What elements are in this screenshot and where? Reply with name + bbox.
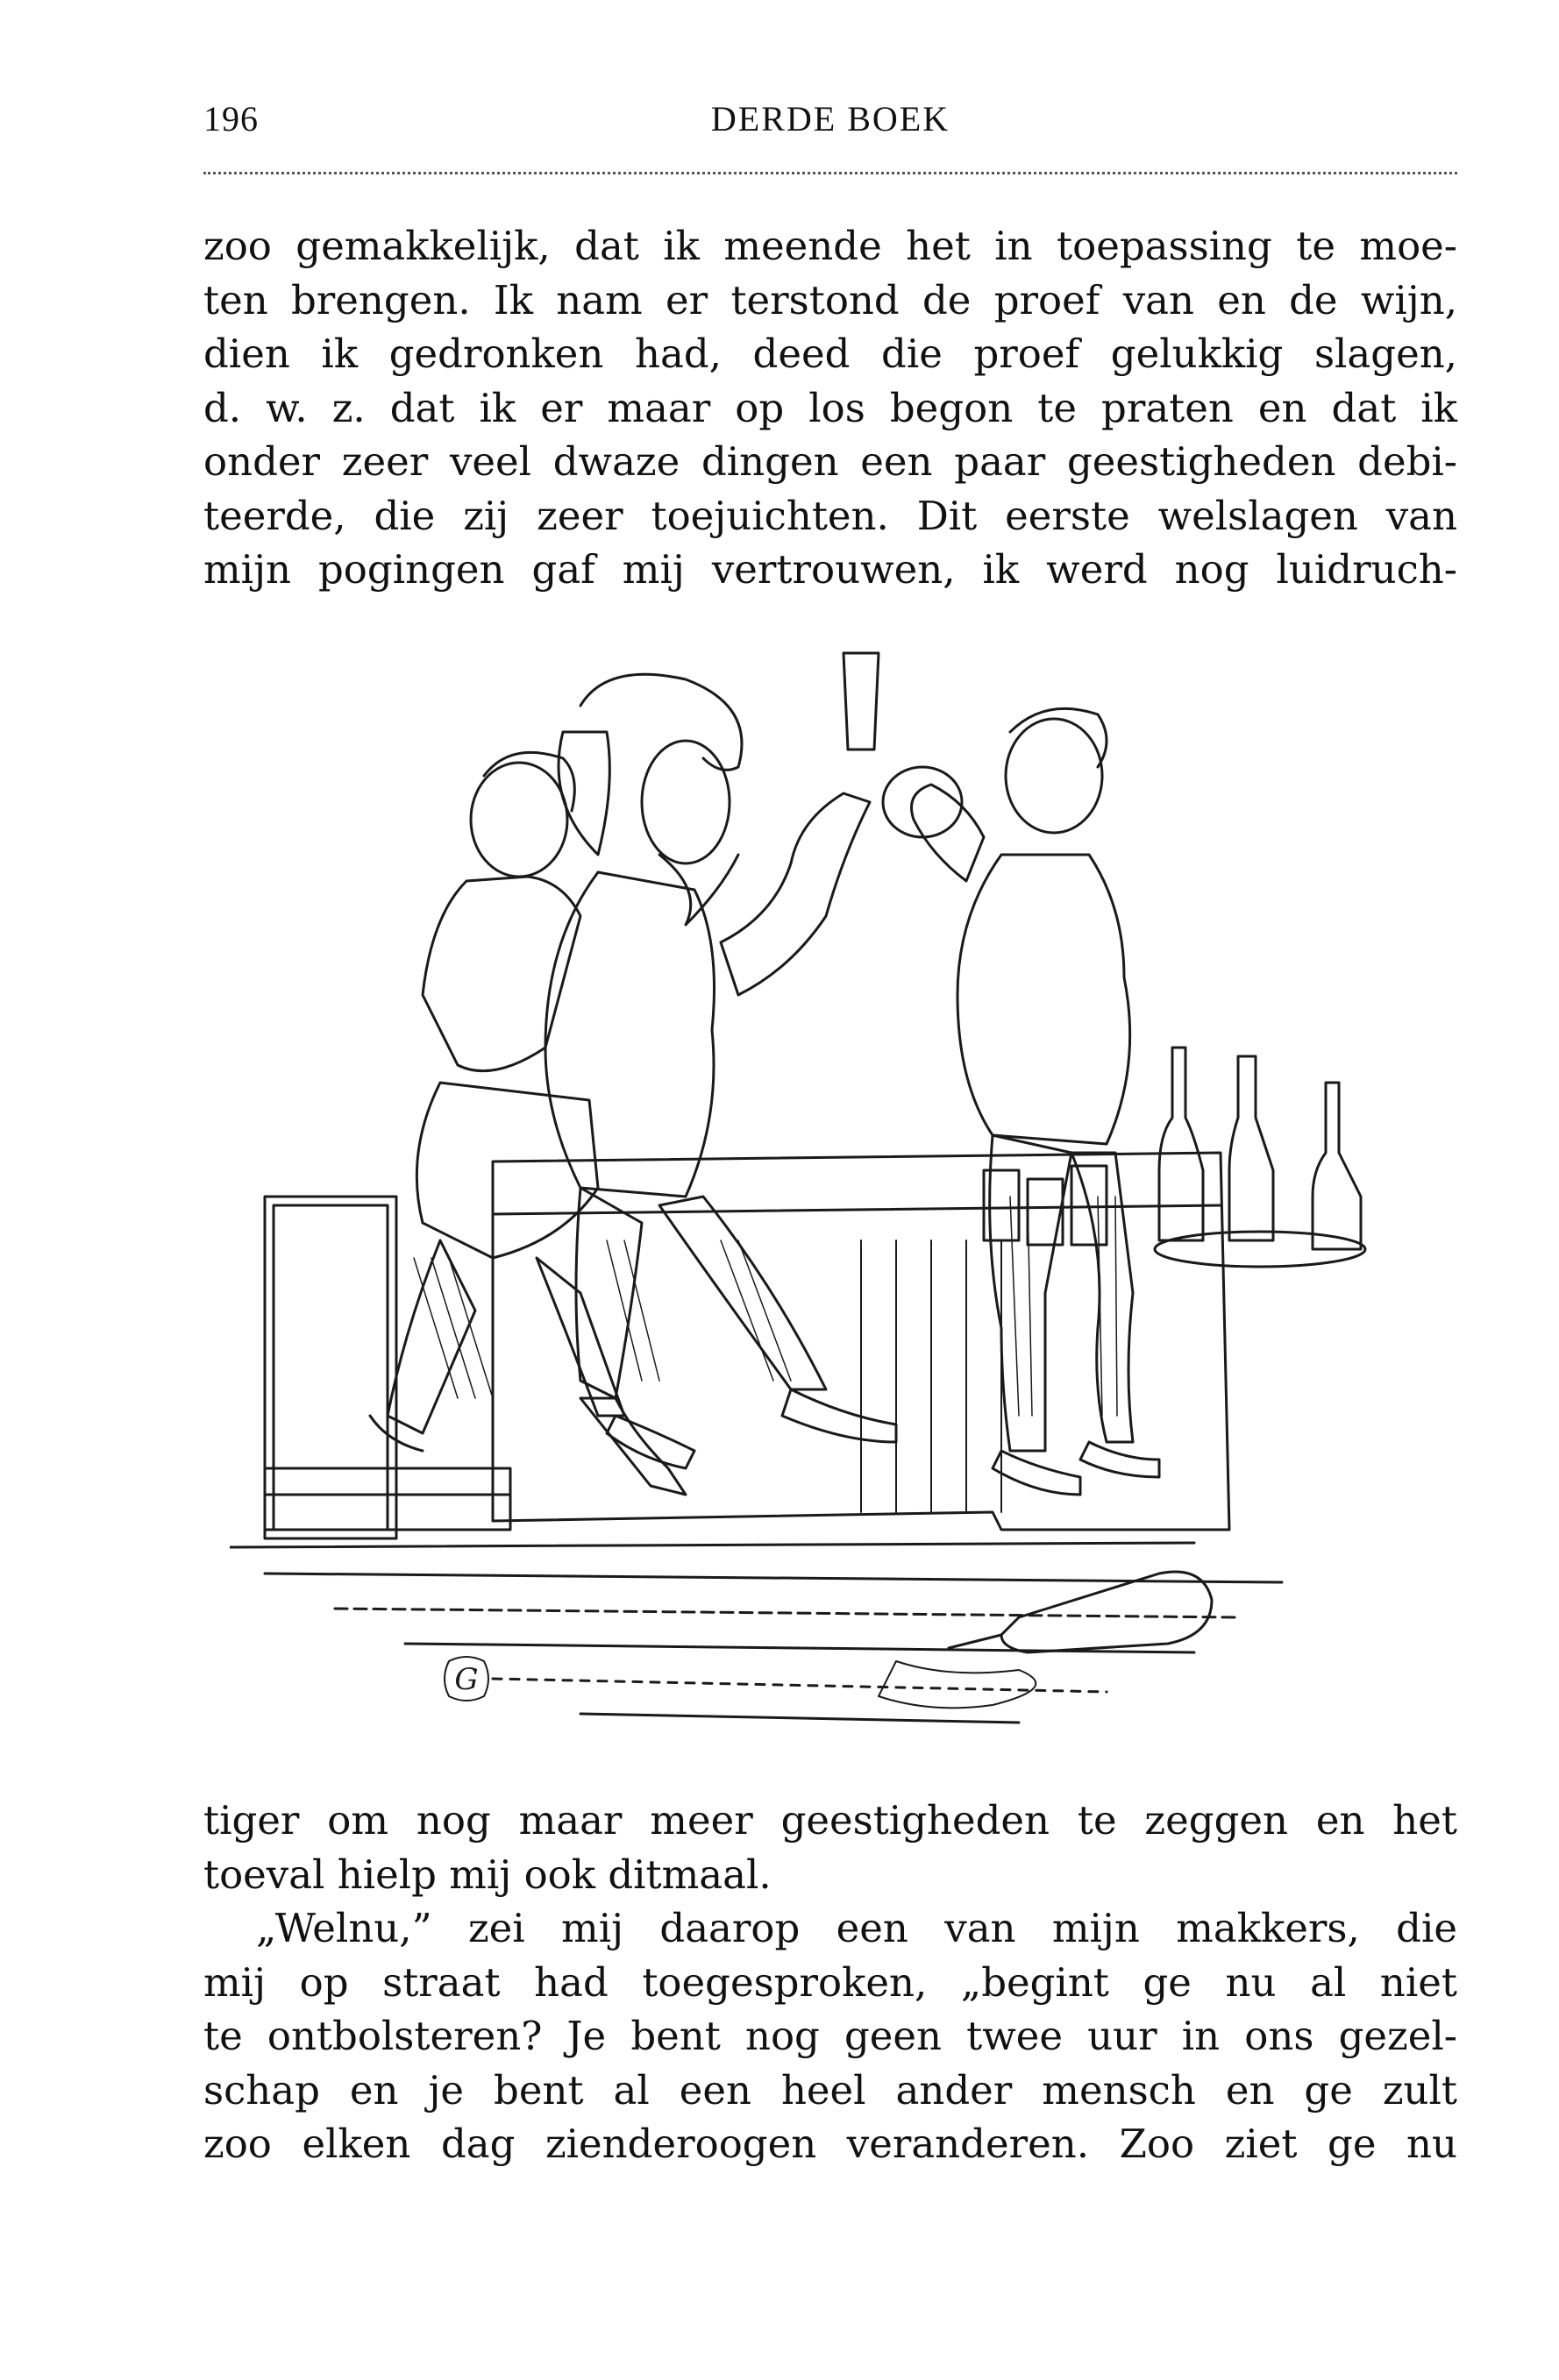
artist-monogram: G	[454, 1662, 479, 1697]
paragraph-top	[203, 219, 1457, 597]
header-divider	[203, 172, 1457, 174]
text-line: mij op straat had toegesproken, „begint ge nu al niet	[203, 1958, 1457, 2006]
text-line: schap en je bent al een heel ander mensch en ge zult	[203, 2066, 1457, 2114]
text-line: dien ik gedronken had, deed die proef gelukkig slagen,	[203, 330, 1457, 377]
text-line: te ontbolsteren? Je bent nog geen twee uur in ons gezel-	[203, 2013, 1457, 2059]
text-line: zoo elken dag zienderoogen veranderen. Zoo ziet ge nu	[203, 2121, 1457, 2167]
running-head	[203, 98, 1457, 151]
text-line: mijn pogingen gaf mij vertrouwen, ik werd nog luidruch-	[203, 546, 1457, 593]
text-line: teerde, die zij zeer toejuichten. Dit eerste welslagen van	[203, 492, 1457, 539]
page-number: 196	[203, 99, 259, 139]
text-line: d. w. z. dat ik er maar op los begon te praten en dat ik	[203, 384, 1457, 431]
text-line: zoo gemakkelijk, dat ik meende het in toepassing te moe-	[203, 223, 1457, 269]
text-line: „Welnu,” zei mij daarop een van mijn makkers, die	[256, 1905, 1457, 1951]
text-line: tiger om nog maar meer geestigheden te zeggen en het	[203, 1797, 1457, 1844]
engraving-drawing	[230, 627, 1422, 1758]
text-line: onder zeer veel dwaze dingen een paar geestigheden debi-	[203, 438, 1457, 485]
text-line: toeval hielp mij ook ditmaal.	[203, 1851, 772, 1898]
text-line: ten brengen. Ik nam er terstond de proef van en de wijn,	[203, 276, 1457, 323]
paragraph-bottom	[203, 1794, 1457, 2171]
book-title: DERDE BOEK	[710, 99, 950, 139]
tavern-illustration	[230, 627, 1422, 1758]
